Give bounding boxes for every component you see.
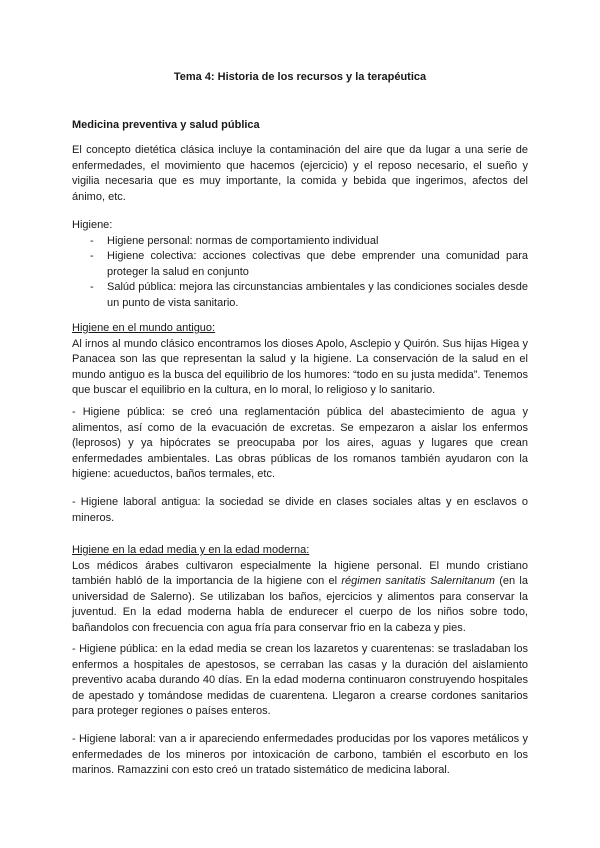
document-title: Tema 4: Historia de los recursos y la terapéutica	[173, 71, 427, 83]
antiguo-paragraph-3: - Higiene laboral antigua: la sociedad se divide en clases sociales altas y en esclavos o mineros.	[72, 496, 528, 524]
media-publica-block	[72, 642, 528, 720]
higiene-block	[72, 218, 528, 312]
media-p1-text-b: (en la universidad de Salerno). Se utilizaban los baños, ejercicios y alimentos para conservar la juventud. En la edad moderna habla de endurecer el cuerpo de los niños sobre todo, bañandolos con frecuencia con agua fría para conservar frio en la cabeza y pies.	[72, 575, 528, 634]
antiguo-paragraph-2: - Higiene pública: se creó una reglamentación pública del abastecimiento de agua y alimentos, así como de la evacuación de excretas. Se empezaron a aislar los enfermos (leprosos) y ya hipócrates se preocupaba por los aires, aguas y lugares que crean enfermedades ambientales. Las obras públicas de los romanos también ayudaron con la higiene: acueductos, baños termales, etc.	[72, 406, 528, 481]
list-item: - Higiene colectiva: acciones colectivas que debe emprender una comunidad para proteger la salud en conjunto	[72, 249, 528, 280]
list-item: - Salúd pública: mejora las circunstancias ambientales y las condiciones sociales desde un punto de vista sanitario.	[72, 280, 528, 311]
intro-block	[72, 143, 528, 205]
media-heading: Higiene en la edad media y en la edad moderna:	[72, 544, 310, 556]
media-section	[72, 543, 528, 637]
antiguo-heading: Higiene en el mundo antiguo:	[72, 322, 216, 334]
higiene-label: Higiene:	[72, 219, 113, 231]
section-heading: Medicina preventiva y salud pública	[72, 119, 260, 131]
antiguo-publica-block	[72, 405, 528, 483]
media-p1-italic: régimen sanitatis Salernitanum	[341, 575, 495, 588]
antiguo-laboral-block	[72, 495, 528, 526]
higiene-list	[72, 234, 528, 312]
media-p1-text-a: Los médicos árabes cultivaron especialmente la higiene personal. El mundo cristiano también habló de la importancia de la higiene con el	[72, 559, 528, 588]
antiguo-paragraph-1: Al irnos al mundo clásico encontramos los dioses Apolo, Asclepio y Quirón. Sus hijas Higea y Panacea son las que representan la salud y la higiene. La conservación de la salud en el mundo antiguo es la busca del equilibrio de los humores: “todo en su justa medida”. Tenemos que buscar el equilibrio en la cultura, en lo moral, lo religioso y lo sanitario.	[72, 337, 528, 397]
antiguo-section	[72, 321, 528, 399]
list-item: - Higiene personal: normas de comportamiento individual	[72, 234, 528, 250]
intro-paragraph: El concepto dietética clásica incluye la contaminación del aire que da lugar a una serie de enfermedades, el movimiento que hacemos (ejercicio) y el reposo necesario, el sueño y vigilia necesaria que es muy importante, la comida y bebida que ingerimos, afectos del ánimo, etc.	[72, 144, 528, 203]
media-laboral-block	[72, 732, 528, 779]
media-paragraph-3: - Higiene laboral: van a ir apareciendo enfermedades producidas por los vapores metálicos y enfermedades de los mineros por intoxicación de carbono, también el escorbuto en los marinos. Ramazzini con esto creó un tratado sistemático de medicina laboral.	[72, 733, 528, 777]
media-paragraph-1	[72, 559, 528, 637]
media-paragraph-2: - Higiene pública: en la edad media se crean los lazaretos y cuarentenas: se trasladaban los enfermos a hospitales de apestosos, se cerraban las casas y la duración del aislamiento preventivo acaba durando 40 días. En la edad moderna continuaron construyendo hospitales de apestado y tomándose medidas de cuarentena. Llegaron a crearse cordones sanitarios para proteger regiones o países enteros.	[72, 643, 528, 718]
